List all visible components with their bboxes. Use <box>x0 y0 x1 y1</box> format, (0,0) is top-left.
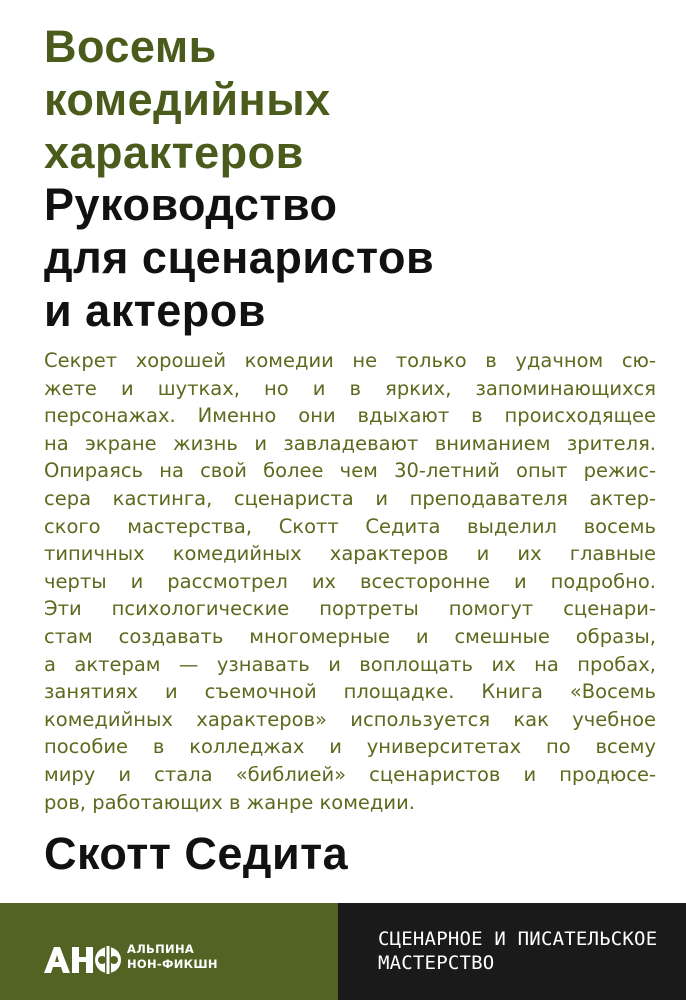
publisher-name-line: НОН-ФИКШН <box>127 957 218 971</box>
author-name: Скотт Седита <box>44 828 349 879</box>
publisher-logo-glyphs <box>42 946 122 974</box>
publisher-name-line: АЛЬПИНА <box>127 942 195 956</box>
description-line: сера кастинга, сценариста и преподавателя актер- <box>44 486 656 510</box>
title-line: комедийных <box>44 74 331 125</box>
description-line: персонажах. Именно они вдыхают в происходящее <box>44 404 656 428</box>
description-line: пособие в колледжах и университетах по всему <box>44 735 656 759</box>
description-line: Опираясь на свой более чем 30-летний опыт режис- <box>44 459 656 483</box>
subtitle-line: для сценаристов <box>44 232 435 283</box>
description-line: жете и шутках, но и в ярких, запоминающихся <box>44 376 656 400</box>
description-line: Эти психологические портреты помогут сценари- <box>44 597 656 621</box>
description-line: на экране жизнь и завладевают вниманием зрителя. <box>44 431 656 455</box>
book-description <box>44 347 656 816</box>
publisher-logo-icon <box>42 946 122 974</box>
description-line: а актерам — узнавать и воплощать их на пробах, <box>44 652 656 676</box>
description-line: стам создавать многомерные и смешные образы, <box>44 624 656 648</box>
description-line: Секрет хорошей комедии не только в удачном сю- <box>44 349 656 372</box>
title-line: Восемь <box>44 21 217 72</box>
description-line: ского мастерства, Скотт Седита выделил восемь <box>44 514 656 538</box>
book-title <box>44 20 664 179</box>
description-line: комедийных характеров» используется как учебное <box>44 707 656 731</box>
description-line: черты и рассмотрел их всесторонне и подробно. <box>44 569 656 593</box>
publisher-band <box>0 903 338 1000</box>
book-subtitle <box>44 178 664 337</box>
description-line: типичных комедийных характеров и их главные <box>44 542 656 566</box>
series-name-line: МАСТЕРСТВО <box>378 952 495 974</box>
description-line: ров, работающих в жанре комедии. <box>44 790 415 814</box>
subtitle-line: и актеров <box>44 285 266 336</box>
subtitle-line: Руководство <box>44 179 338 230</box>
series-name-line: СЦЕНАРНОЕ И ПИСАТЕЛЬСКОЕ <box>378 928 658 950</box>
title-line: характеров <box>44 127 304 178</box>
publisher-name <box>127 942 218 972</box>
description-line: занятиях и съемочной площадке. Книга «Восемь <box>44 680 656 704</box>
series-name <box>378 927 657 975</box>
series-band <box>338 903 686 1000</box>
description-line: миру и стала «библией» сценаристов и продюсе- <box>44 762 656 786</box>
